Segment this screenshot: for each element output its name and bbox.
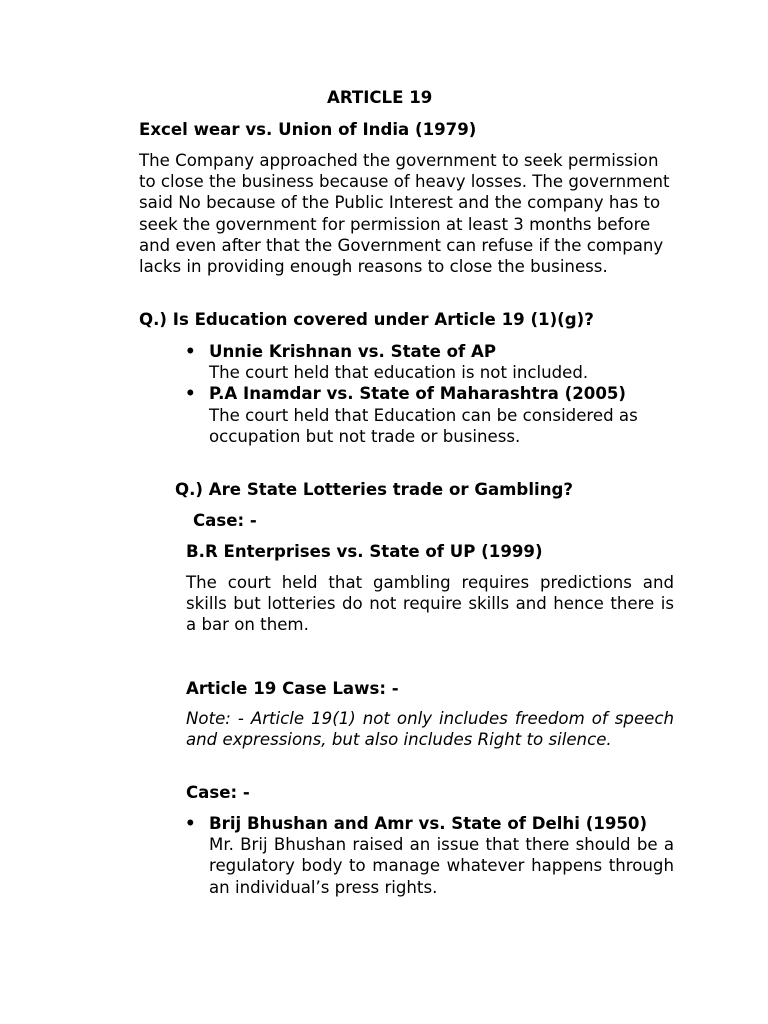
case-holding-unnie-krishnan: The court held that education is not included. [209,363,589,383]
list-item [185,341,685,383]
case-holding-brij-bhushan: Mr. Brij Bhushan raised an issue that there should be a regulatory body to manage whatever happens through an individual’s press rights. [209,835,674,897]
case-holding-br-enterprises: The court held that gambling requires predictions and skills but lotteries do not require skills and hence there is a bar on them. [186,573,674,635]
case-heading-excel-wear: Excel wear vs. Union of India (1979) [139,120,477,139]
case-summary-excel-wear: The Company approached the government to seek permission to close the business because of heavy losses. The government said No because of the Public Interest and the company has to seek the government for permission at least 3 months before and even after that the Government can refuse if the company lacks in providing enough reasons to close the business. [139,151,670,277]
list-item [185,383,685,447]
case-name-unnie-krishnan: • Unnie Krishnan vs. State of AP [209,342,497,361]
section-heading-case-laws: Article 19 Case Laws: - [186,679,399,698]
case-label: Case: - [186,783,250,802]
case-name-brij-bhushan: • Brij Bhushan and Amr vs. State of Delhi (1950) [209,814,648,833]
case-heading-br-enterprises: B.R Enterprises vs. State of UP (1999) [186,542,543,561]
list-item [185,813,674,898]
education-case-list [185,341,685,447]
case-holding-pa-inamdar: The court held that Education can be considered as occupation but not trade or business. [209,405,638,446]
case-label: Case: - [193,511,257,530]
note-right-to-silence: Note: - Article 19(1) not only includes freedom of speech and expressions, but also includes Right to silence. [186,709,674,750]
question-education: Q.) Is Education covered under Article 19 (1)(g)? [139,310,594,329]
question-lotteries: Q.) Are State Lotteries trade or Gambling? [175,480,574,499]
document-title: ARTICLE 19 [327,88,433,107]
case-laws-list [185,813,674,898]
case-name-pa-inamdar: • P.A Inamdar vs. State of Maharashtra (2005) [209,384,626,404]
